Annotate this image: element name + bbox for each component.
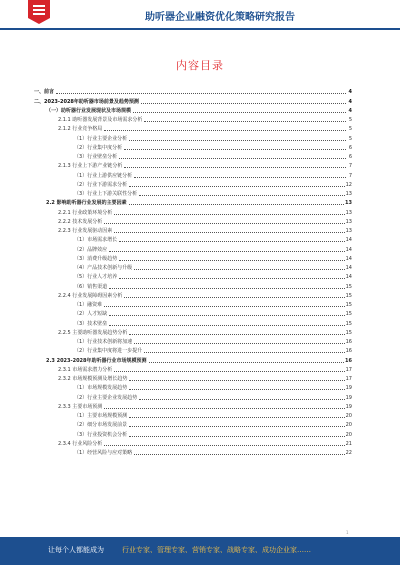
page-header — [0, 0, 400, 32]
toc-entry-page: 16 — [345, 348, 352, 355]
toc-entry[interactable] — [34, 206, 352, 215]
toc-entry[interactable] — [34, 290, 352, 299]
toc-entry-page: 4 — [348, 89, 352, 96]
toc-entry-page: 5 — [348, 117, 352, 123]
toc-leader-dots — [129, 140, 346, 141]
toc-entry-page: 20 — [345, 422, 352, 429]
toc-entry[interactable] — [34, 225, 352, 234]
toc-entry[interactable] — [34, 364, 352, 373]
toc-entry-label: 2.3.3 主要市场预测 — [58, 403, 103, 410]
page-marker: 1 — [346, 530, 349, 535]
toc-entry-page: 15 — [345, 320, 352, 327]
toc-entry-label: （2）行业下游需求分析 — [74, 181, 128, 188]
toc-entry-page: 14 — [345, 265, 352, 271]
toc-entry[interactable] — [34, 151, 352, 160]
toc-entry-label: （3）行业壁垒分析 — [74, 154, 118, 160]
toc-entry[interactable] — [34, 160, 352, 169]
toc-leader-dots — [129, 426, 344, 427]
toc-entry[interactable] — [34, 114, 352, 123]
toc-entry-label: 2.3.2 市场规模预测及增长趋势 — [58, 376, 128, 382]
toc-entry-label: 2.2 影响助听器行业发展的主要因素 — [46, 200, 127, 207]
toc-leader-dots — [104, 408, 344, 409]
toc-leader-dots — [134, 454, 344, 455]
toc-entry[interactable] — [34, 262, 352, 271]
toc-entry-page: 15 — [345, 329, 352, 336]
table-of-contents — [34, 86, 352, 456]
toc-leader-dots — [129, 204, 344, 205]
toc-leader-dots — [129, 389, 344, 390]
toc-entry-label: 二、2023-2028年助听器市场前景及趋势预测 — [34, 98, 139, 105]
toc-entry-label: （2）行业集中度将进一步提升 — [74, 348, 143, 355]
toc-entry-page: 19 — [345, 394, 352, 401]
toc-entry-page: 15 — [345, 283, 352, 290]
toc-entry[interactable] — [34, 428, 352, 437]
toc-entry[interactable] — [34, 142, 352, 151]
toc-entry-label: （1）行业主要企业分析 — [74, 135, 128, 142]
toc-entry[interactable] — [34, 391, 352, 400]
toc-entry-label: 2.2.4 行业发展障碍因素分析 — [58, 292, 123, 299]
toc-entry-label: （1）融资难 — [74, 302, 103, 308]
toc-entry-page: 14 — [345, 237, 352, 244]
toc-leader-dots — [56, 93, 346, 94]
report-title: 助听器企业融资优化策略研究报告 — [145, 12, 295, 23]
toc-entry-label: （4）产品技术创新与升级 — [74, 265, 133, 271]
toc-leader-dots — [129, 417, 344, 418]
toc-entry[interactable] — [34, 188, 352, 197]
toc-entry[interactable] — [34, 86, 352, 95]
toc-entry-label: 2.1.1 助听器发展背景及市场需求分析 — [58, 117, 143, 123]
toc-entry[interactable] — [34, 345, 352, 354]
toc-leader-dots — [114, 232, 344, 233]
toc-leader-dots — [134, 177, 346, 178]
toc-entry-page: 21 — [345, 440, 352, 447]
toc-entry-page: 7 — [348, 172, 352, 179]
toc-entry[interactable] — [34, 336, 352, 345]
toc-entry-label: 2.3.1 市场需求潜力分析 — [58, 366, 113, 373]
toc-entry-page: 15 — [345, 311, 352, 318]
toc-entry-label: （3）消费升级趋势 — [74, 255, 118, 262]
toc-entry-label: 一、前言 — [34, 89, 55, 96]
toc-entry-page: 13 — [345, 200, 352, 207]
toc-entry-page: 13 — [345, 218, 352, 225]
toc-leader-dots — [129, 186, 344, 187]
toc-entry[interactable] — [34, 382, 352, 391]
toc-entry-page: 14 — [345, 255, 352, 262]
toc-entry[interactable] — [34, 105, 352, 114]
toc-leader-dots — [109, 325, 344, 326]
toc-leader-dots — [124, 149, 346, 150]
toc-entry-page: 14 — [345, 246, 352, 253]
toc-entry-page: 14 — [345, 274, 352, 281]
toc-entry[interactable] — [34, 401, 352, 410]
toc-leader-dots — [104, 445, 344, 446]
toc-entry-page: 19 — [345, 403, 352, 410]
toc-leader-dots — [134, 343, 344, 344]
toc-entry-page: 13 — [345, 228, 352, 234]
toc-leader-dots — [124, 167, 346, 168]
toc-leader-dots — [133, 112, 346, 113]
toc-entry-page: 16 — [345, 357, 352, 364]
toc-entry-label: （1）市场规模发展趋势 — [74, 385, 128, 392]
toc-entry-label: （2）品牌效应 — [74, 246, 108, 253]
toc-entry-page: 17 — [345, 366, 352, 373]
toc-entry[interactable] — [34, 123, 352, 132]
toc-leader-dots — [129, 334, 344, 335]
toc-entry-page: 4 — [348, 98, 352, 105]
toc-leader-dots — [104, 130, 346, 131]
toc-leader-dots — [139, 195, 344, 196]
toc-leader-dots — [104, 223, 344, 224]
toc-entry-page: 6 — [348, 144, 352, 151]
toc-entry[interactable] — [34, 216, 352, 225]
toc-leader-dots — [144, 121, 346, 122]
toc-entry-page: 20 — [345, 413, 352, 419]
toc-entry[interactable] — [34, 132, 352, 141]
toc-leader-dots — [109, 315, 344, 316]
toc-entry[interactable] — [34, 327, 352, 336]
toc-entry-label: 2.2.2 技术发展分析 — [58, 218, 103, 225]
toc-entry-page: 5 — [348, 126, 352, 133]
toc-entry[interactable] — [34, 438, 352, 447]
footer-slogan-left: 让每个人都能成为 — [48, 546, 104, 554]
toc-entry-label: 2.2.5 主要助听器发展趋势分析 — [58, 329, 128, 336]
toc-leader-dots — [119, 158, 346, 159]
toc-entry[interactable] — [34, 280, 352, 289]
toc-entry[interactable] — [34, 169, 352, 178]
toc-entry-page: 12 — [345, 181, 352, 188]
toc-entry[interactable] — [34, 271, 352, 280]
toc-leader-dots — [129, 436, 344, 437]
toc-entry-label: （1）市场需求增长 — [74, 237, 118, 244]
toc-entry-label: （2）行业集中度分析 — [74, 144, 123, 151]
toc-entry-label: （3）行业投资机会分析 — [74, 431, 128, 438]
toc-entry[interactable] — [34, 317, 352, 326]
toc-entry[interactable] — [34, 308, 352, 317]
toc-leader-dots — [119, 260, 344, 261]
toc-entry-label: 2.2.1 行业政策环境分析 — [58, 209, 113, 216]
toc-entry[interactable] — [34, 447, 352, 456]
toc-entry-label: （2）细分市场发展前景 — [74, 422, 128, 429]
toc-entry[interactable] — [34, 179, 352, 188]
toc-entry[interactable] — [34, 373, 352, 382]
header-divider — [0, 28, 400, 30]
toc-entry-label: （1）经营风险与应对策略 — [74, 450, 133, 456]
toc-entry-label: （2）行业主要企业发展趋势 — [74, 394, 138, 401]
toc-entry-label: （1）主要市场规模预测 — [74, 413, 128, 419]
toc-leader-dots — [141, 103, 346, 104]
toc-leader-dots — [139, 399, 344, 400]
toc-entry-page: 4 — [348, 107, 352, 114]
toc-entry[interactable] — [34, 234, 352, 243]
toc-leader-dots — [124, 297, 344, 298]
toc-leader-dots — [109, 251, 344, 252]
toc-leader-dots — [119, 278, 344, 279]
toc-entry-label: （1）行业技术创新将加速 — [74, 339, 133, 345]
toc-entry-page: 5 — [348, 135, 352, 142]
toc-entry-label: 2.1.2 行业竞争格局 — [58, 126, 103, 133]
toc-leader-dots — [109, 288, 344, 289]
toc-entry[interactable] — [34, 95, 352, 104]
toc-leader-dots — [149, 362, 345, 363]
toc-entry-page: 13 — [345, 209, 352, 216]
toc-leader-dots — [144, 352, 344, 353]
toc-leader-dots — [114, 214, 344, 215]
toc-entry-page: 15 — [345, 302, 352, 308]
toc-entry-label: （2）人才短缺 — [74, 311, 108, 318]
toc-entry-page: 22 — [345, 450, 352, 456]
toc-entry[interactable] — [34, 197, 352, 206]
toc-entry-page: 19 — [345, 385, 352, 392]
footer-slogan-right: 行业专家、管理专家、营销专家、战略专家、成功企业家…… — [122, 546, 311, 554]
toc-entry-page: 17 — [345, 376, 352, 382]
toc-entry-page: 15 — [345, 292, 352, 299]
toc-entry-label: （6）销售渠道 — [74, 283, 108, 290]
toc-entry[interactable] — [34, 354, 352, 363]
toc-entry-page: 16 — [345, 339, 352, 345]
toc-entry-page: 7 — [348, 163, 352, 170]
toc-entry-label: （3）技术壁垒 — [74, 320, 108, 327]
toc-entry-label: 2.2.3 行业发展驱动因素 — [58, 228, 113, 234]
toc-leader-dots — [114, 371, 344, 372]
toc-heading: 内容目录 — [176, 59, 224, 72]
toc-leader-dots — [134, 269, 344, 270]
toc-leader-dots — [119, 241, 344, 242]
toc-entry[interactable] — [34, 299, 352, 308]
toc-entry-label: 2.1.3 行业上下游产业链分析 — [58, 163, 123, 170]
toc-entry-page: 6 — [348, 154, 352, 160]
toc-entry-label: （5）行业人才培养 — [74, 274, 118, 281]
toc-entry-page: 13 — [345, 191, 352, 197]
toc-entry[interactable] — [34, 410, 352, 419]
toc-entry-label: 2.3 2023-2028年助听器行业市场规模预测 — [46, 357, 147, 364]
toc-entry-label: （1）行业上游供应链分析 — [74, 172, 133, 179]
toc-entry-page: 20 — [345, 431, 352, 438]
toc-entry[interactable] — [34, 253, 352, 262]
brand-logo-icon — [28, 0, 50, 24]
toc-leader-dots — [129, 380, 344, 381]
toc-entry[interactable] — [34, 419, 352, 428]
toc-entry-label: 2.3.4 行业风险分析 — [58, 440, 103, 447]
toc-leader-dots — [104, 306, 344, 307]
toc-entry-label: （3）行业上下游关联性分析 — [74, 191, 138, 197]
toc-entry[interactable] — [34, 243, 352, 252]
toc-entry-label: （一）助听器行业发展现状及市场规模 — [46, 107, 132, 114]
